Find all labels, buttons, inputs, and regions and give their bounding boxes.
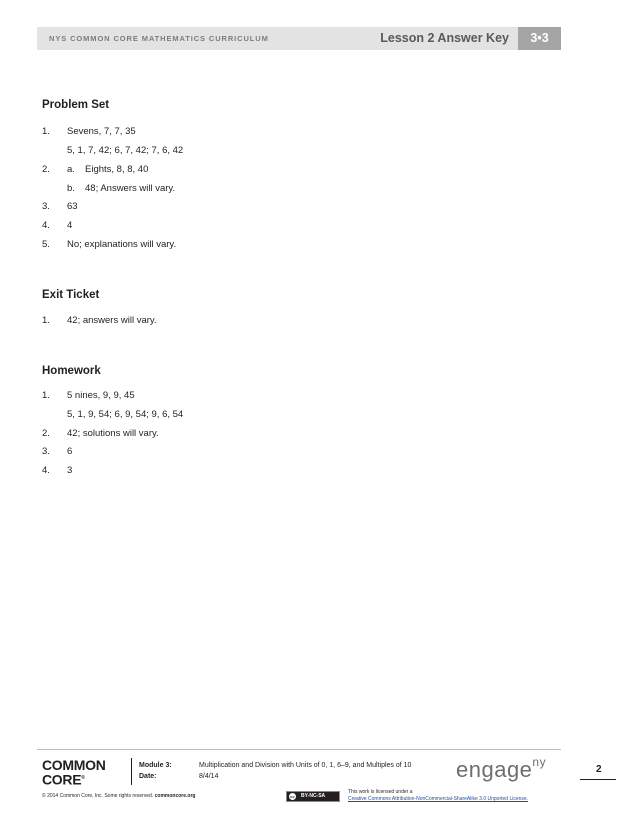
date-label: Date: bbox=[139, 773, 157, 780]
item-sub-letter: a. bbox=[67, 164, 75, 175]
item-number: 3. bbox=[42, 201, 50, 212]
logo-divider bbox=[131, 758, 132, 785]
module-label: Module 3: bbox=[139, 762, 172, 769]
item-text: 5 nines, 9, 9, 45 bbox=[67, 390, 135, 401]
common-core-logo bbox=[42, 759, 106, 787]
item-text: 6 bbox=[67, 446, 73, 457]
item-number: 2. bbox=[42, 428, 50, 439]
item-text: 42; answers will vary. bbox=[67, 315, 157, 326]
creative-commons-badge[interactable] bbox=[286, 791, 340, 802]
item-sub-letter: b. bbox=[67, 183, 75, 194]
lesson-title: Lesson 2 Answer Key bbox=[380, 31, 509, 45]
license-line-1: This work is licensed under a bbox=[348, 789, 413, 795]
item-number: 1. bbox=[42, 126, 50, 137]
item-text: 42; solutions will vary. bbox=[67, 428, 159, 439]
page-number-rule bbox=[580, 779, 616, 780]
logo-line-2: CORE® bbox=[42, 771, 85, 788]
item-number: 3. bbox=[42, 446, 50, 457]
problem-set-title: Problem Set bbox=[42, 99, 110, 111]
footer-divider bbox=[37, 749, 561, 750]
item-text: Eights, 8, 8, 40 bbox=[85, 164, 149, 175]
license-link[interactable]: Creative Commons Attribution-NonCommercial-ShareAlike 3.0 Unported License. bbox=[348, 796, 529, 802]
item-number: 1. bbox=[42, 315, 50, 326]
item-text: 5, 1, 7, 42; 6, 7, 42; 7, 6, 42 bbox=[67, 145, 184, 156]
item-text: 4 bbox=[67, 220, 73, 231]
item-text: Sevens, 7, 7, 35 bbox=[67, 126, 136, 137]
item-number: 1. bbox=[42, 390, 50, 401]
module-value: Multiplication and Division with Units of 0, 1, 6–9, and Multiples of 10 bbox=[199, 762, 412, 769]
page-header bbox=[37, 27, 561, 50]
engageny-logo: engage$^{ny}$ bbox=[456, 754, 547, 782]
date-value: 8/4/14 bbox=[199, 773, 219, 780]
homework-title: Homework bbox=[42, 365, 101, 377]
cc-badge-text: BY-NC-SA bbox=[301, 793, 326, 799]
logo-line-1: COMMON bbox=[42, 757, 106, 773]
item-number: 4. bbox=[42, 465, 50, 476]
curriculum-name: NYS COMMON CORE MATHEMATICS CURRICULUM bbox=[49, 34, 269, 43]
item-number: 4. bbox=[42, 220, 50, 231]
copyright-site-link[interactable]: commoncore.org bbox=[154, 793, 196, 799]
grade-module-badge: 3•3 bbox=[518, 27, 561, 50]
item-text: 48; Answers will vary. bbox=[85, 183, 176, 194]
item-text: No; explanations will vary. bbox=[67, 239, 177, 250]
cc-icon: cc bbox=[290, 794, 295, 799]
item-number: 2. bbox=[42, 164, 50, 175]
page-number: 2 bbox=[596, 764, 602, 775]
item-text: 63 bbox=[67, 201, 78, 212]
license-notice bbox=[348, 789, 528, 803]
copyright-notice: © 2014 Common Core, Inc. Some rights reserved. commoncore.org bbox=[42, 793, 196, 799]
item-text: 3 bbox=[67, 465, 73, 476]
item-text: 5, 1, 9, 54; 6, 9, 54; 9, 6, 54 bbox=[67, 409, 184, 420]
exit-ticket-title: Exit Ticket bbox=[42, 289, 100, 301]
item-number: 5. bbox=[42, 239, 50, 250]
